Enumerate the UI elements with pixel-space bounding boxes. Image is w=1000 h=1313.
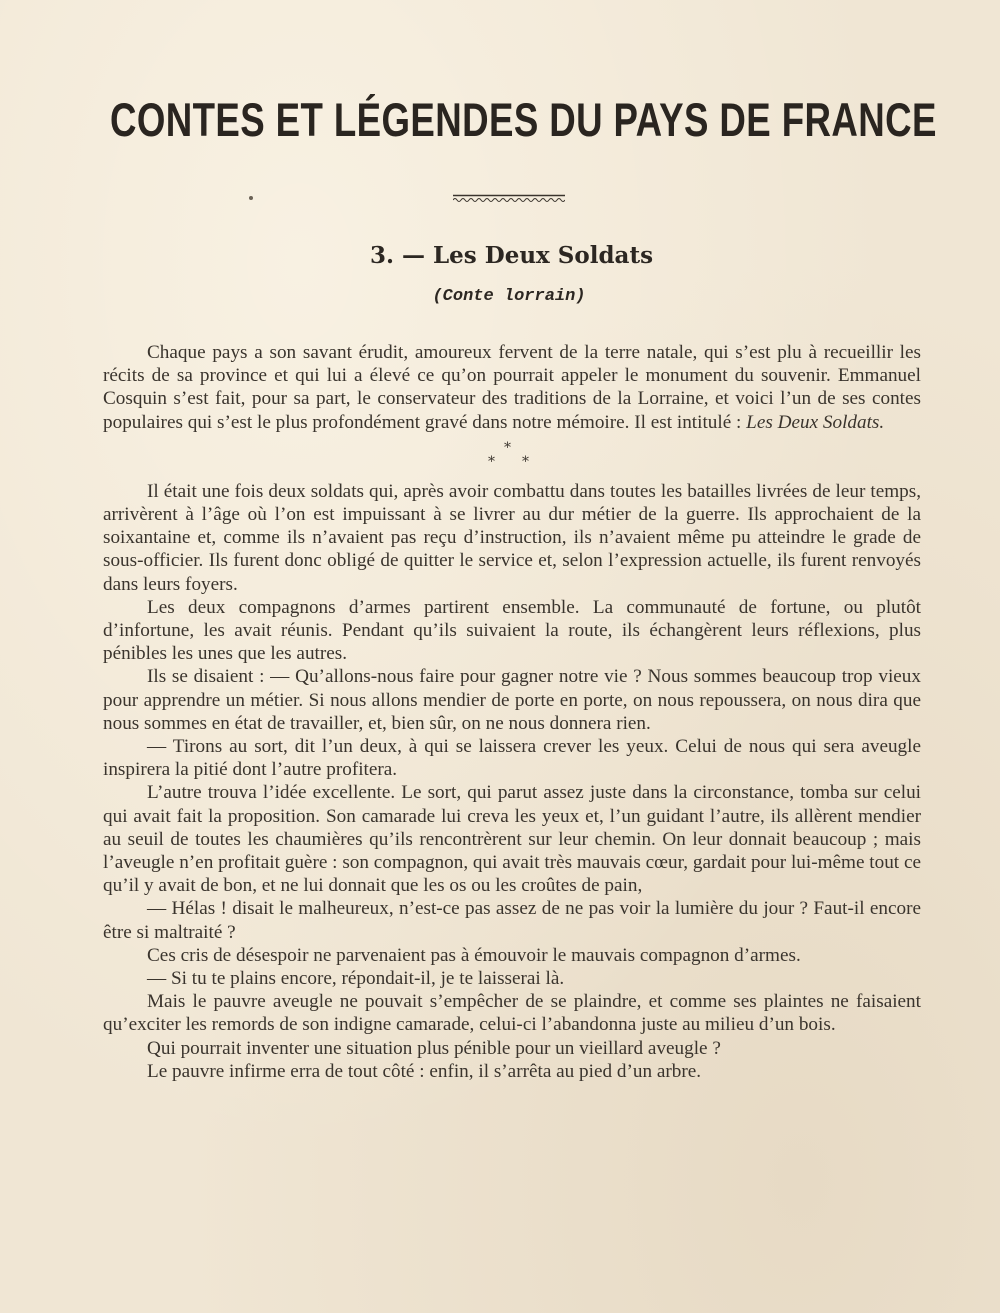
story-paragraph: — Hélas ! disait le malheureux, n’est-ce pas assez de ne pas voir la lumière du jour ? Faut-il encore être si maltraité ? <box>103 898 921 943</box>
story-paragraph: — Si tu te plains encore, répondait-il, je te laisserai là. <box>147 968 565 990</box>
intro-text: Chaque pays a son savant érudit, amoureux fervent de la terre natale, qui s’est plu à recueillir les récits de sa province et qui lui a élevé ce qu’on pourrait appeler le monument du souvenir. Emmanuel Cosquin s’est fait, pour sa part, le conservateur des traditions de la Lorraine, et voici l’un de ses contes populaires qui s’est le plus profondément gravé dans notre mémoire. Il est intitulé : <box>103 342 921 433</box>
story-paragraph: Il était une fois deux soldats qui, après avoir combattu dans toutes les batailles livrées de leur temps, arrivèrent à l’âge où l’on est impuissant à se livrer au dur métier de la guerre. Ils approchaient de la soixantaine et, comme ils n’avaient pas reçu d’instruction, ils n’avaient même pu atteindre le grade de sous-officier. Ils furent donc obligé de quitter le service et, selon l’expression actuelle, ils furent renvoyés dans leurs foyers. <box>103 480 921 595</box>
story-paragraph: — Tirons au sort, dit l’un deux, à qui se laissera crever les yeux. Celui de nous qui sera aveugle inspirera la pitié dont l’autre profitera. <box>103 736 921 781</box>
story-paragraph: Qui pourrait inventer une situation plus pénible pour un vieillard aveugle ? <box>147 1037 721 1059</box>
story-paragraph: Le pauvre infirme erra de tout côté : enfin, il s’arrêta au pied d’un arbre. <box>147 1060 702 1082</box>
intro-title-reference: Les Deux Soldats. <box>746 411 885 433</box>
asterism-star: * <box>488 453 495 470</box>
ink-speck <box>249 196 253 200</box>
story-subtitle: (Conte lorrain) <box>432 287 586 306</box>
asterism-separator <box>103 434 921 480</box>
story-title: 3. — Les Deux Soldats <box>369 242 654 269</box>
intro-paragraph <box>103 341 921 434</box>
story-paragraph: Mais le pauvre aveugle ne pouvait s’empêcher de se plaindre, et comme ses plaintes ne faisaient qu’exciter les remords de son indigne camarade, celui-ci l’abandonna juste au milieu d’un bois. <box>103 991 921 1036</box>
story-paragraph: Ces cris de désespoir ne parvenaient pas à émouvoir le mauvais compagnon d’armes. <box>147 944 801 966</box>
asterism-star: * <box>504 439 511 456</box>
wavy-rule-ornament <box>453 194 565 204</box>
story-body <box>103 341 921 1083</box>
story-paragraph: Ils se disaient : — Qu’allons-nous faire pour gagner notre vie ? Nous sommes beaucoup trop vieux pour apprendre un métier. Si nous allons mendier de porte en porte, on nous repoussera, on nous dira que nous sommes en état de travailler, et, bien sûr, on ne nous donnera rien. <box>103 666 921 734</box>
story-paragraph: L’autre trouva l’idée excellente. Le sort, qui parut assez juste dans la circonstance, tomba sur celui qui avait fait la proposition. Son camarade lui creva les yeux et, l’un guidant l’autre, ils allèrent mendier au seuil de toutes les chaumières qu’ils rencontrèrent sur leur chemin. On leur donnait beaucoup ; mais l’aveugle n’en profitait guère : son compagnon, qui avait très mauvais cœur, gardait pour lui-même tout ce qu’il y avait de bon, et ne lui donnait que les os ou les croûtes de pain, <box>103 782 921 897</box>
page-header-title: CONTES ET LÉGENDES DU PAYS DE FRANCE <box>110 93 937 146</box>
asterism-star: * <box>522 453 529 470</box>
story-paragraph: Les deux compagnons d’armes partirent ensemble. La communauté de fortune, ou plutôt d’infortune, les avait réunis. Pendant qu’ils suivaient la route, ils échangèrent leurs réflexions, plus pénibles les unes que les autres. <box>103 596 921 665</box>
